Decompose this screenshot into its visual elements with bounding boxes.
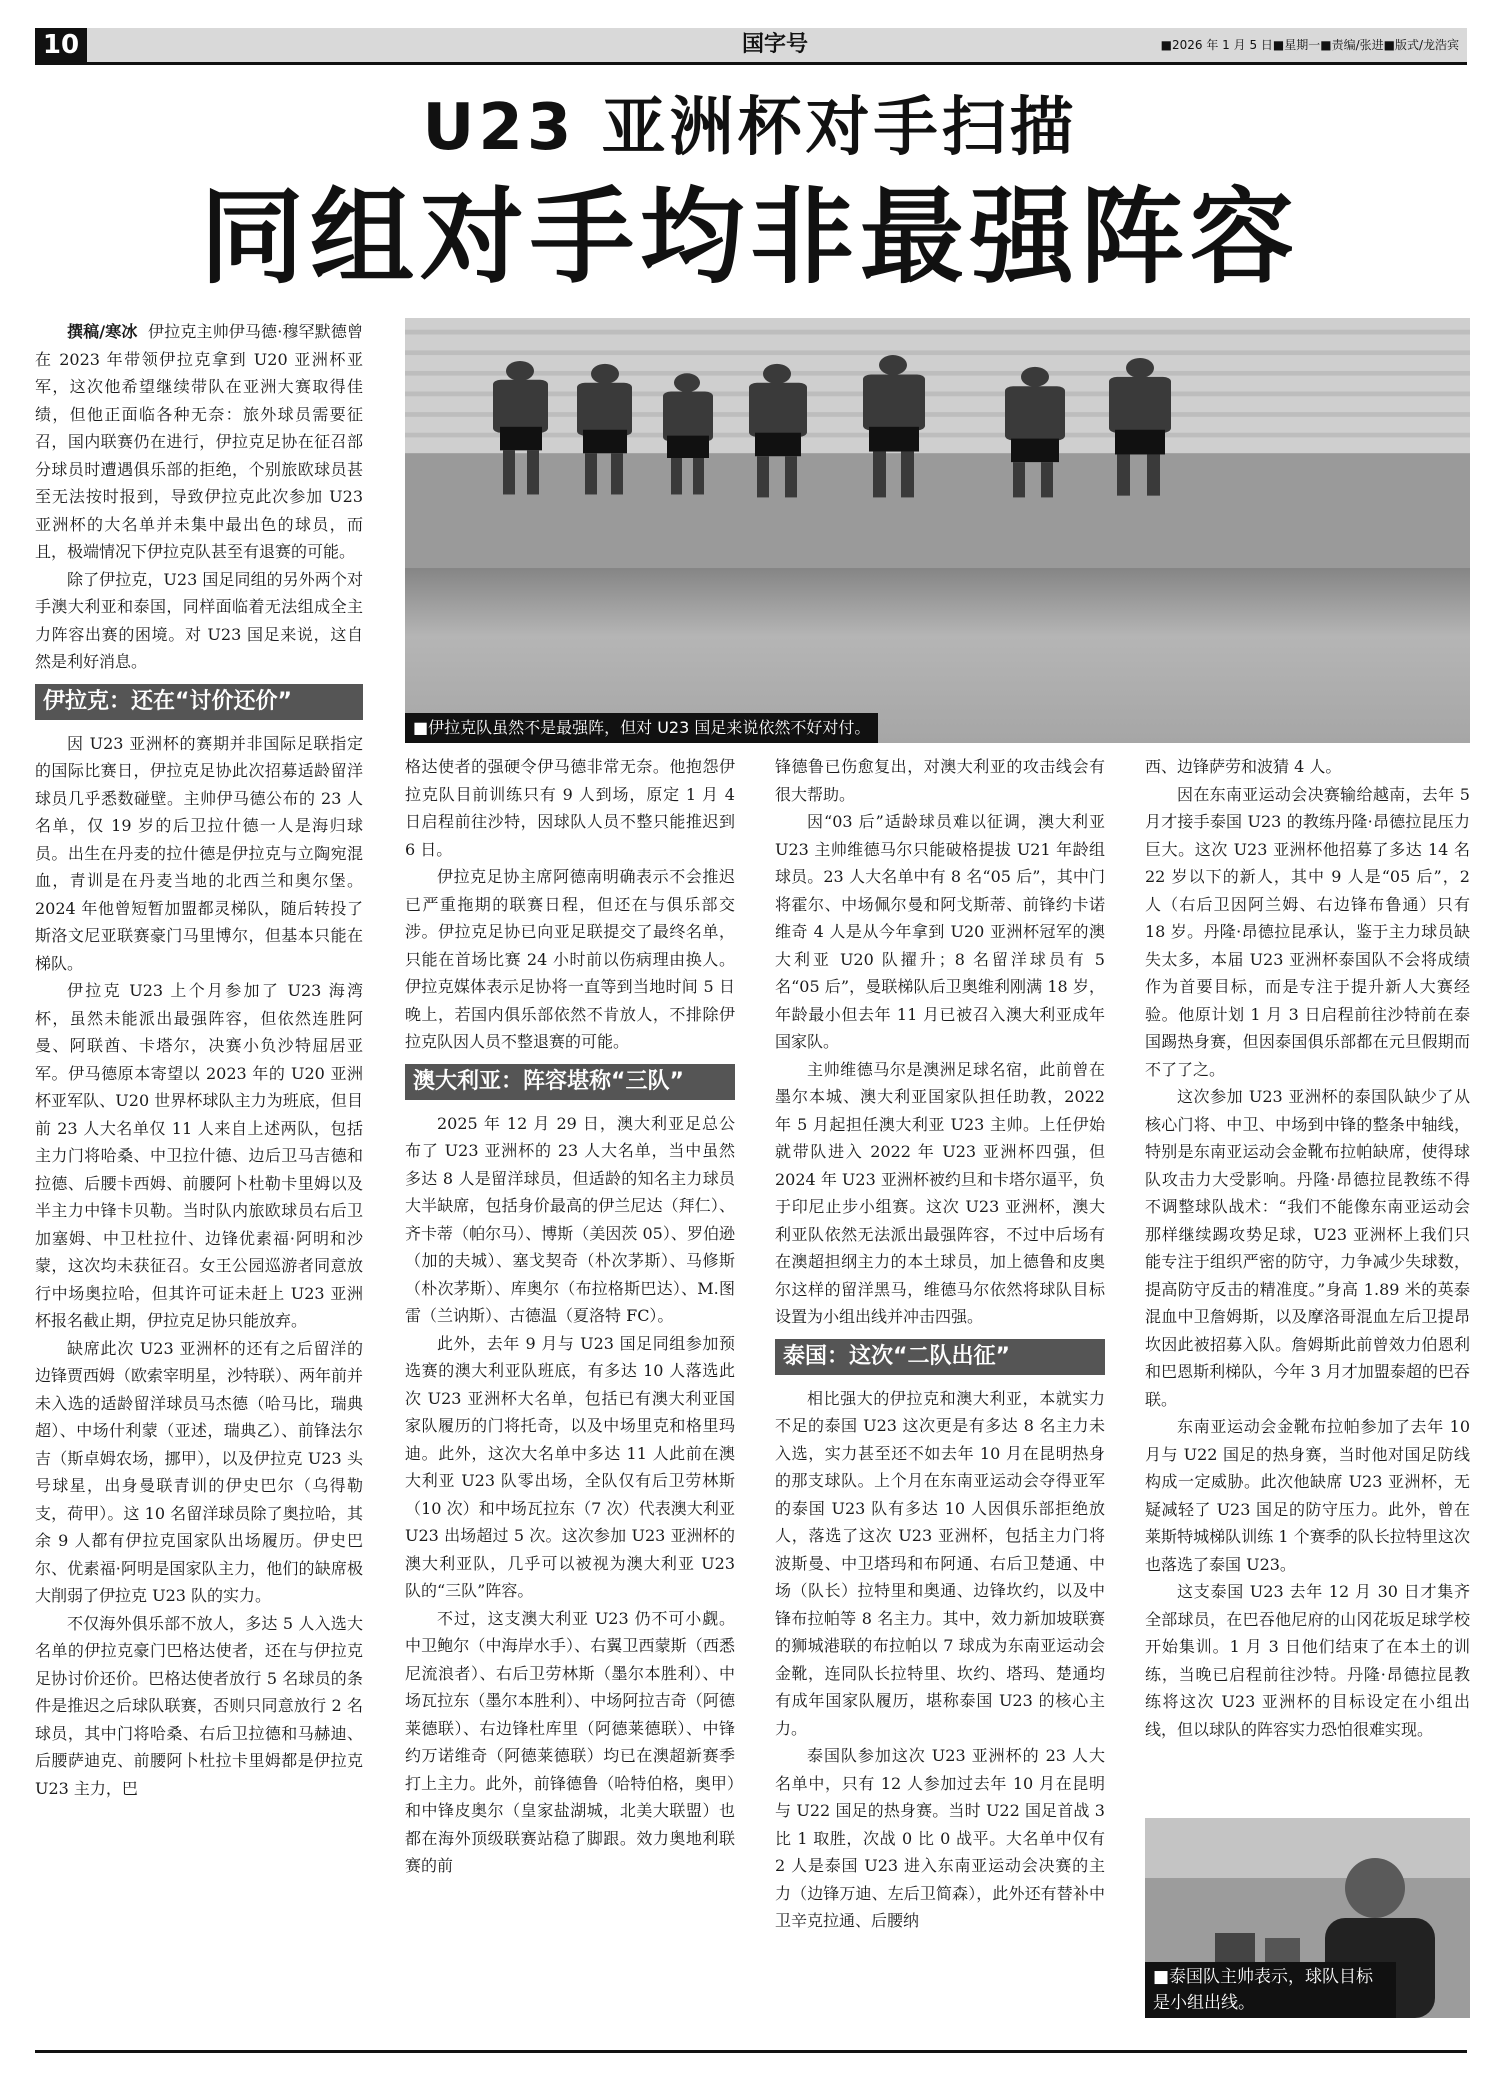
paragraph: 因 U23 亚洲杯的赛期并非国际足联指定的国际比赛日，伊拉克足协此次招募适龄留洋球员几乎悉数碰壁。主帅伊马德公布的 23 人名单，仅 19 岁的后卫拉什德一人是海归球员。出生在丹麦的拉什德是伊拉克与立陶宛混血，青训是在丹麦当地的北西兰和奥尔堡。2024 年他曾短暂加盟都灵梯队，随后转投了斯洛文尼亚联赛豪门马里博尔，但基本只能在梯队。 [35, 733, 363, 973]
article-column-3 [775, 753, 1105, 1935]
page-header [35, 28, 1467, 65]
paragraph: 2025 年 12 月 29 日，澳大利亚足总公布了 U23 亚洲杯的 23 人大名单，当中虽然多达 8 人是留洋球员，但适龄的知名主力球员大半缺席，包括身价最高的伊兰尼达（拜仁）、齐卡蒂（帕尔马）、博斯（美因茨 05）、罗伯逊（加的夫城）、塞戈契奇（朴次茅斯）、马修斯（朴次茅斯）、库奥尔（布拉格斯巴达）、M.图雷（兰讷斯）、古德温（夏洛特 FC）。 [405, 1113, 735, 1325]
paragraph: 此外，去年 9 月与 U23 国足同组参加预选赛的澳大利亚队班底，有多达 10 人落选此次 U23 亚洲杯大名单，包括已有澳大利亚国家队履历的门将托奇，以及中场里克和格里玛迪。此外，这次大名单中多达 11 人此前在澳大利亚 U23 队零出场，全队仅有后卫劳林斯（10 次）和中场瓦拉东（7 次）代表澳大利亚 U23 出场超过 5 次。这次参加 U23 亚洲杯的澳大利亚队，几乎可以被视为澳大利亚 U23 队的“三队”阵容。 [405, 1333, 735, 1600]
photo-caption-main: ■伊拉克队虽然不是最强阵，但对 U23 国足来说依然不好对付。 [405, 713, 878, 743]
paragraph: 因在东南亚运动会决赛输给越南，去年 5 月才接手泰国 U23 的教练丹隆·昂德拉昆压力巨大。这次 U23 亚洲杯他招募了多达 14 名 22 岁以下的新人，其中 9 人是“05 后”，2 人（右后卫因阿兰姆、右边锋布鲁通）只有 18 岁。丹隆·昂德拉昆承认，鉴于主力球员缺失太多，本届 U23 亚洲杯泰国队不会将成绩作为首要目标，而是专注于提升新人大赛经验。他原计划 1 月 3 日启程前往沙特前在泰国踢热身赛，但因泰国俱乐部都在元旦假期而不了了之。 [1145, 784, 1470, 1079]
byline: 撰稿/寒冰 [67, 322, 138, 341]
paragraph: 格达使者的强硬令伊马德非常无奈。他抱怨伊拉克队目前训练只有 9 人到场，原定 1 月 4 日启程前往沙特，因球队人员不整只能推迟到 6 日。 [405, 757, 735, 859]
paragraph: 相比强大的伊拉克和澳大利亚，本就实力不足的泰国 U23 这次更是有多达 8 名主力未入选，实力甚至还不如去年 10 月在昆明热身的那支球队。上个月在东南亚运动会夺得亚军的泰国 U23 队有多达 10 人因俱乐部拒绝放人，落选了这次 U23 亚洲杯，包括主力门将波斯曼、中卫塔玛和布阿通、右后卫楚通、中场（队长）拉特里和奥通、边锋坎约，以及中锋布拉帕等 8 名主力。其中，效力新加坡联赛的狮城港联的布拉帕以 7 球成为东南亚运动会金靴，连同队长拉特里、坎约、塔玛、楚通均有成年国家队履历，堪称泰国 U23 的核心主力。 [775, 1388, 1105, 1738]
paragraph: 伊拉克主帅伊马德·穆罕默德曾在 2023 年带领伊拉克拿到 U20 亚洲杯亚军，这次他希望继续带队在亚洲大赛取得佳绩，但他正面临各种无奈：旅外球员需要征召，国内联赛仍在进行，伊拉克足协在征召部分球员时遭遇俱乐部的拒绝，个别旅欧球员甚至无法按时报到，导致伊拉克此次参加 U23 亚洲杯的大名单并未集中最出色的球员，而且，极端情况下伊拉克队甚至有退赛的可能。 [35, 322, 364, 561]
article-column-2 [405, 753, 735, 1880]
paragraph: 不过，这支澳大利亚 U23 仍不可小觑。中卫鲍尔（中海岸水手）、右翼卫西蒙斯（西悉尼流浪者）、右后卫劳林斯（墨尔本胜利）、中场瓦拉东（墨尔本胜利）、中场阿拉吉奇（阿德莱德联）、右边锋杜库里（阿德莱德联）、中锋约万诺维奇（阿德莱德联）均已在澳超新赛季打上主力。此外，前锋德鲁（哈特伯格，奥甲）和中锋皮奥尔（皇家盐湖城，北美大联盟）也都在海外顶级联赛站稳了脚跟。效力奥地利联赛的前 [405, 1608, 735, 1875]
paragraph: 东南亚运动会金靴布拉帕参加了去年 10 月与 U22 国足的热身赛，当时他对国足防线构成一定威胁。此次他缺席 U23 亚洲杯，无疑减轻了 U23 国足的防守压力。此外，曾在莱斯特城梯队训练 1 个赛季的队长拉特里这次也落选了泰国 U23。 [1145, 1417, 1470, 1574]
headline-sub: U23 亚洲杯对手扫描 [422, 91, 1078, 165]
paragraph: 西、边锋萨劳和波猜 4 人。 [1145, 757, 1342, 776]
headline-main: 同组对手均非最强阵容 [199, 175, 1300, 298]
article-column-4 [1145, 753, 1470, 1743]
paragraph: 除了伊拉克，U23 国足同组的另外两个对手澳大利亚和泰国，同样面临着无法组成全主力阵容出赛的困境。对 U23 国足来说，这自然是利好消息。 [35, 569, 363, 671]
paragraph: 伊拉克足协主席阿德南明确表示不会推迟已严重拖期的联赛日程，但还在与俱乐部交涉。伊拉克足协已向亚足联提交了最终名单，只能在首场比赛 24 小时前以伤病理由换人。伊拉克媒体表示足协将一直等到当地时间 5 日晚上，若国内俱乐部依然不肯放人，不排除伊拉克队因人员不整退赛的可能。 [405, 867, 735, 1051]
paragraph: 泰国队参加这次 U23 亚洲杯的 23 人大名单中，只有 12 人参加过去年 10 月在昆明与 U22 国足的热身赛。当时 U22 国足首战 3 比 1 取胜，次战 0 比 0 战平。大名单中仅有 2 人是泰国 U23 进入东南亚运动会决赛的主力（边锋万迪、左后卫简森），此外还有替补中卫辛克拉通、后腰纳 [775, 1746, 1105, 1930]
subhead-iraq: 伊拉克：还在“讨价还价” [35, 684, 363, 720]
subhead-thailand: 泰国：这次“二队出征” [775, 1339, 1105, 1375]
paragraph: 这支泰国 U23 去年 12 月 30 日才集齐全部球员，在巴吞他尼府的山冈花坂足球学校开始集训。1 月 3 日他们结束了在本土的训练，当晚已启程前往沙特。丹隆·昂德拉昆教练将这次 U23 亚洲杯的目标设定在小组出线，但以球队的阵容实力恐怕很难实现。 [1145, 1582, 1470, 1739]
paragraph: 锋德鲁已伤愈复出，对澳大利亚的攻击线会有很大帮助。 [775, 757, 1105, 804]
page-number: 10 [35, 28, 87, 62]
paragraph: 不仅海外俱乐部不放人，多达 5 人入选大名单的伊拉克豪门巴格达使者，还在与伊拉克足协讨价还价。巴格达使者放行 5 名球员的条件是推迟之后球队联赛，否则只同意放行 2 名球员，其中门将哈桑、右后卫拉德和马赫迪、后腰萨迪克、前腰阿卜杜拉卡里姆都是伊拉克 U23 主力，巴 [35, 1613, 363, 1798]
photo-caption-small: ■泰国队主帅表示，球队目标是小组出线。 [1145, 1962, 1396, 2018]
bottom-rule [35, 2050, 1467, 2053]
article-column-1 [35, 318, 363, 1802]
paragraph: 这次参加 U23 亚洲杯的泰国队缺少了从核心门将、中卫、中场到中锋的整条中轴线，特别是东南亚运动会金靴布拉帕缺席，使得球队攻击力大受影响。丹隆·昂德拉昆教练不得不调整球队战术：“我们不能像东南亚运动会那样继续踢攻势足球，U23 亚洲杯上我们只能专注于组织严密的防守，力争减少失球数，提高防守反击的精准度。”身高 1.89 米的英泰混血中卫詹姆斯，以及摩洛哥混血左后卫提昂坎因此被招募入队。詹姆斯此前曾效力伯恩利和巴恩斯利梯队，今年 3 月才加盟泰超的巴吞联。 [1145, 1087, 1470, 1409]
paragraph: 伊拉克 U23 上个月参加了 U23 海湾杯，虽然未能派出最强阵容，但依然连胜阿曼、阿联酋、卡塔尔，决赛小负沙特屈居亚军。伊马德原本寄望以 2023 年的 U20 亚洲杯亚军队、U20 世界杯球队主力为班底，但目前 23 人大名单仅 11 人来自上述两队，包括主力门将哈桑、中卫拉什德、边后卫马吉德和拉德、后腰卡西姆、前腰阿卜杜勒卡里姆以及半主力中锋卡贝勒。当时队内旅欧球员右后卫加塞姆、中卫杜拉什、边锋优素福·阿明和沙蒙，这次均未获征召。女王公园巡游者同意放行中场奥拉哈，但其许可证未赶上 U23 亚洲杯报名截止期，伊拉克足协只能放弃。 [35, 981, 363, 1330]
iraq-training-photo [405, 318, 1470, 743]
subhead-australia: 澳大利亚：阵容堪称“三队” [405, 1064, 735, 1100]
paragraph: 缺席此次 U23 亚洲杯的还有之后留洋的边锋贾西姆（欧索宰明星，沙特联）、两年前并未入选的适龄留洋球员马杰德（哈马比，瑞典超）、中场什利蒙（亚述，瑞典乙）、前锋法尔吉（斯卓姆农场，挪甲），以及伊拉克 U23 头号球星，出身曼联青训的伊史巴尔（乌得勒支，荷甲）。这 10 名留洋球员除了奥拉哈，其余 9 人都有伊拉克国家队出场履历。伊史巴尔、优素福·阿明是国家队主力，他们的缺席极大削弱了伊拉克 U23 队的实力。 [35, 1338, 364, 1605]
stadium-stands [405, 318, 1470, 568]
paragraph: 因“03 后”适龄球员难以征调，澳大利亚 U23 主帅维德马尔只能破格提拔 U21 年龄组球员。23 人大名单中有 8 名“05 后”，其中门将霍尔、中场佩尔曼和阿戈斯蒂、前锋约卡诺维奇 4 人是从今年拿到 U20 亚洲杯冠军的澳大利亚 U20 队擢升；8 名留洋球员有 5 名“05 后”，曼联梯队后卫奥维利刚满 18 岁，年龄最小但去年 11 月已被召入澳大利亚成年国家队。 [775, 812, 1105, 1051]
paragraph: 主帅维德马尔是澳洲足球名宿，此前曾在墨尔本城、澳大利亚国家队担任助教，2022 年 5 月起担任澳大利亚 U23 主帅。上任伊始就带队进入 2022 年 U23 亚洲杯四强，但 2024 年 U23 亚洲杯被约旦和卡塔尔逼平，负于印尼止步小组赛。这次 U23 亚洲杯，澳大利亚队依然无法派出最强阵容，不过中后场有在澳超担纲主力的本土球员，加上德鲁和皮奥尔这样的留洋黑马，维德马尔依然将球队目标设置为小组出线并冲击四强。 [775, 1059, 1105, 1326]
issue-meta: ■2026 年 1 月 5 日■星期一■责编/张进■版式/龙浩宾 [1160, 38, 1459, 52]
section-name: 国字号 [741, 32, 808, 57]
